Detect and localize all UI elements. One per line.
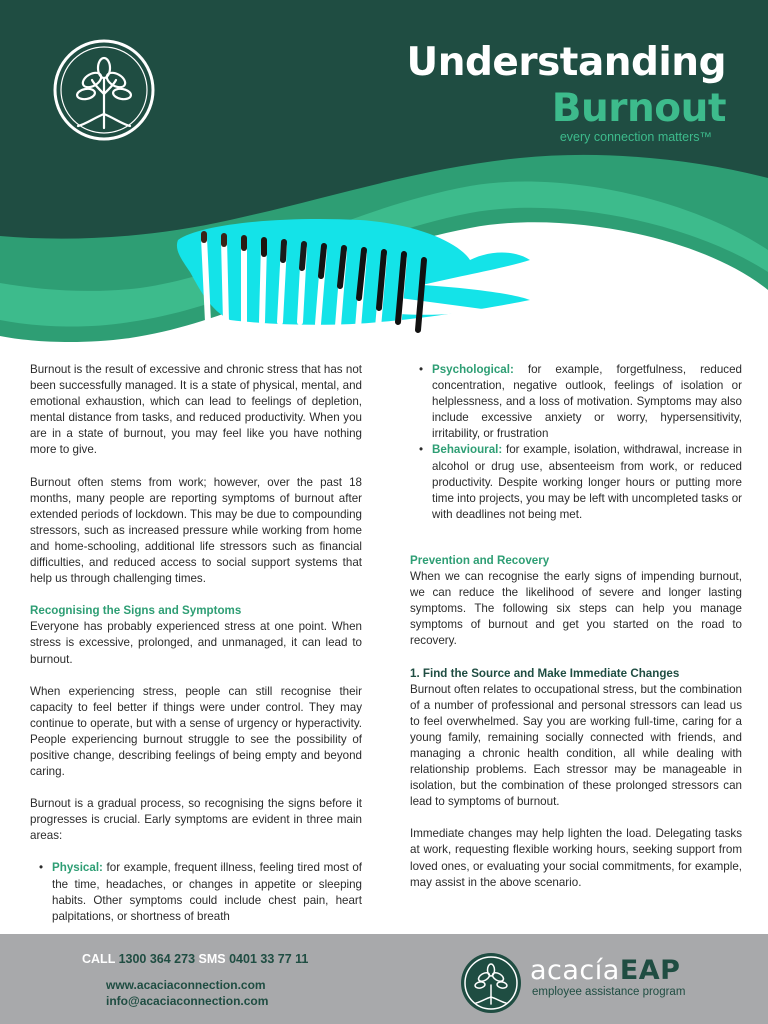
intro-paragraph-2: Burnout often stems from work; however, over the past 18 months, many people are reporting symptoms of burnout after extended periods of lockdown. This may be due to compounding stressors, such as increased pressure while working from home and home-schooling, additional life stressors such as financial difficulties, and reduced access to social support systems that help us through challenging times. <box>30 475 362 586</box>
page-title-accent: Burnout <box>551 86 726 131</box>
list-item-psychological <box>432 362 742 442</box>
tree-of-life-icon <box>460 952 522 1014</box>
call-number-link[interactable]: 1300 364 273 <box>118 952 196 966</box>
sms-number-link[interactable]: 0401 33 77 11 <box>229 952 309 966</box>
symptom-list-continued <box>410 362 742 523</box>
step1-paragraph-1: Burnout often relates to occupational stress, but the combination of a number of professional and personal stressors can lead us to feel overwhelmed. Say you are working full-time, caring for a young family, remaining socially connected with friends, and managing a chronic health condition, all while dealing with relationship problems. Each stressor may be manageable in isolation, but the combination of these prolonged stressors can lead to symptoms of burnout. <box>410 682 742 809</box>
list-item-behavioural <box>432 442 742 522</box>
contact-phone-line <box>82 952 308 966</box>
call-label: CALL <box>82 952 119 966</box>
step1-heading: 1. Find the Source and Make Immediate Changes <box>410 666 680 680</box>
brand-name: acacía <box>530 955 620 986</box>
signs-paragraph-3: Burnout is a gradual process, so recognising the signs before it progresses is crucial. Early symptoms are evident in three main areas: <box>30 797 362 843</box>
sms-label: SMS <box>195 952 230 966</box>
prevention-heading: Prevention and Recovery <box>410 553 550 567</box>
page-title: Understanding <box>406 40 726 85</box>
step1-paragraph-2: Immediate changes may help lighten the load. Delegating tasks at work, requesting flexible working hours, seeking support from loved ones, or evaluating your social commitments, for example, may assist in the above scenario. <box>410 827 742 889</box>
signs-heading: Recognising the Signs and Symptoms <box>30 604 242 618</box>
symptom-list <box>30 860 362 924</box>
intro-paragraph: Burnout is the result of excessive and chronic stress that has not been successfully managed. It is a state of physical, mental, and emotional exhaustion, which can lead to feelings of depletion, mental distance from tasks, and reduced productivity. When you are in a state of burnout, you may feel like you have nothing more to give. <box>30 363 362 457</box>
list-item-physical <box>52 860 362 924</box>
term-psychological: Psychological: <box>432 363 514 376</box>
signs-paragraph-1: Everyone has probably experienced stress at one point. When stress is excessive, prolonged, and unmanaged, it can lead to burnout. <box>30 620 362 666</box>
tree-of-life-icon <box>52 38 156 142</box>
right-column <box>410 362 742 891</box>
brand-wordmark <box>530 956 685 999</box>
term-physical: Physical: <box>52 861 103 875</box>
term-behavioural: Behavioural: <box>432 443 503 457</box>
prevention-paragraph: When we can recognise the early signs of impending burnout, we can reduce the likelihood of severe and longer lasting symptoms. The following six steps can help you manage symptoms of burnout and get you started on the road to recovery. <box>410 570 742 648</box>
email-link[interactable]: info@acaciaconnection.com <box>106 994 269 1008</box>
brand-eap: EAP <box>619 955 681 986</box>
footer <box>0 934 768 1024</box>
brand-subtitle: employee assistance program <box>532 986 686 998</box>
title-block <box>407 40 726 144</box>
psychological-text: for example, forgetfulness, reduced concentration, negative outlook, feelings of isolation or helplessness, and a loss of motivation. Symptoms may also include excessive anxiety or worry, hypersensitivity, irritability, or frustration <box>432 363 742 441</box>
physical-text: for example, frequent illness, feeling tired most of the time, headaches, or changes in appetite or sleeping habits. Other symptoms could include chest pain, heart palpitations, or shortness of breath <box>52 861 362 923</box>
website-link[interactable]: www.acaciaconnection.com <box>106 978 266 992</box>
behavioural-text: for example, isolation, withdrawal, increase in alcohol or drug use, absenteeism from work, or reduced productivity. Despite working longer hours or putting more time into projects, you may be left with uncompleted tasks or with deadlines not being met. <box>432 443 742 521</box>
burnt-matches-icon <box>160 210 540 340</box>
tagline: every connection matters™ <box>559 130 712 144</box>
left-column <box>30 362 362 925</box>
signs-paragraph-2: When experiencing stress, people can still recognise their capacity to feel better if things were under control. They may continue to operate, but with a sense of urgency or hyperactivity. People experiencing burnout struggle to see the possibility of positive change, describing feelings of being empty and beyond caring. <box>30 684 362 779</box>
